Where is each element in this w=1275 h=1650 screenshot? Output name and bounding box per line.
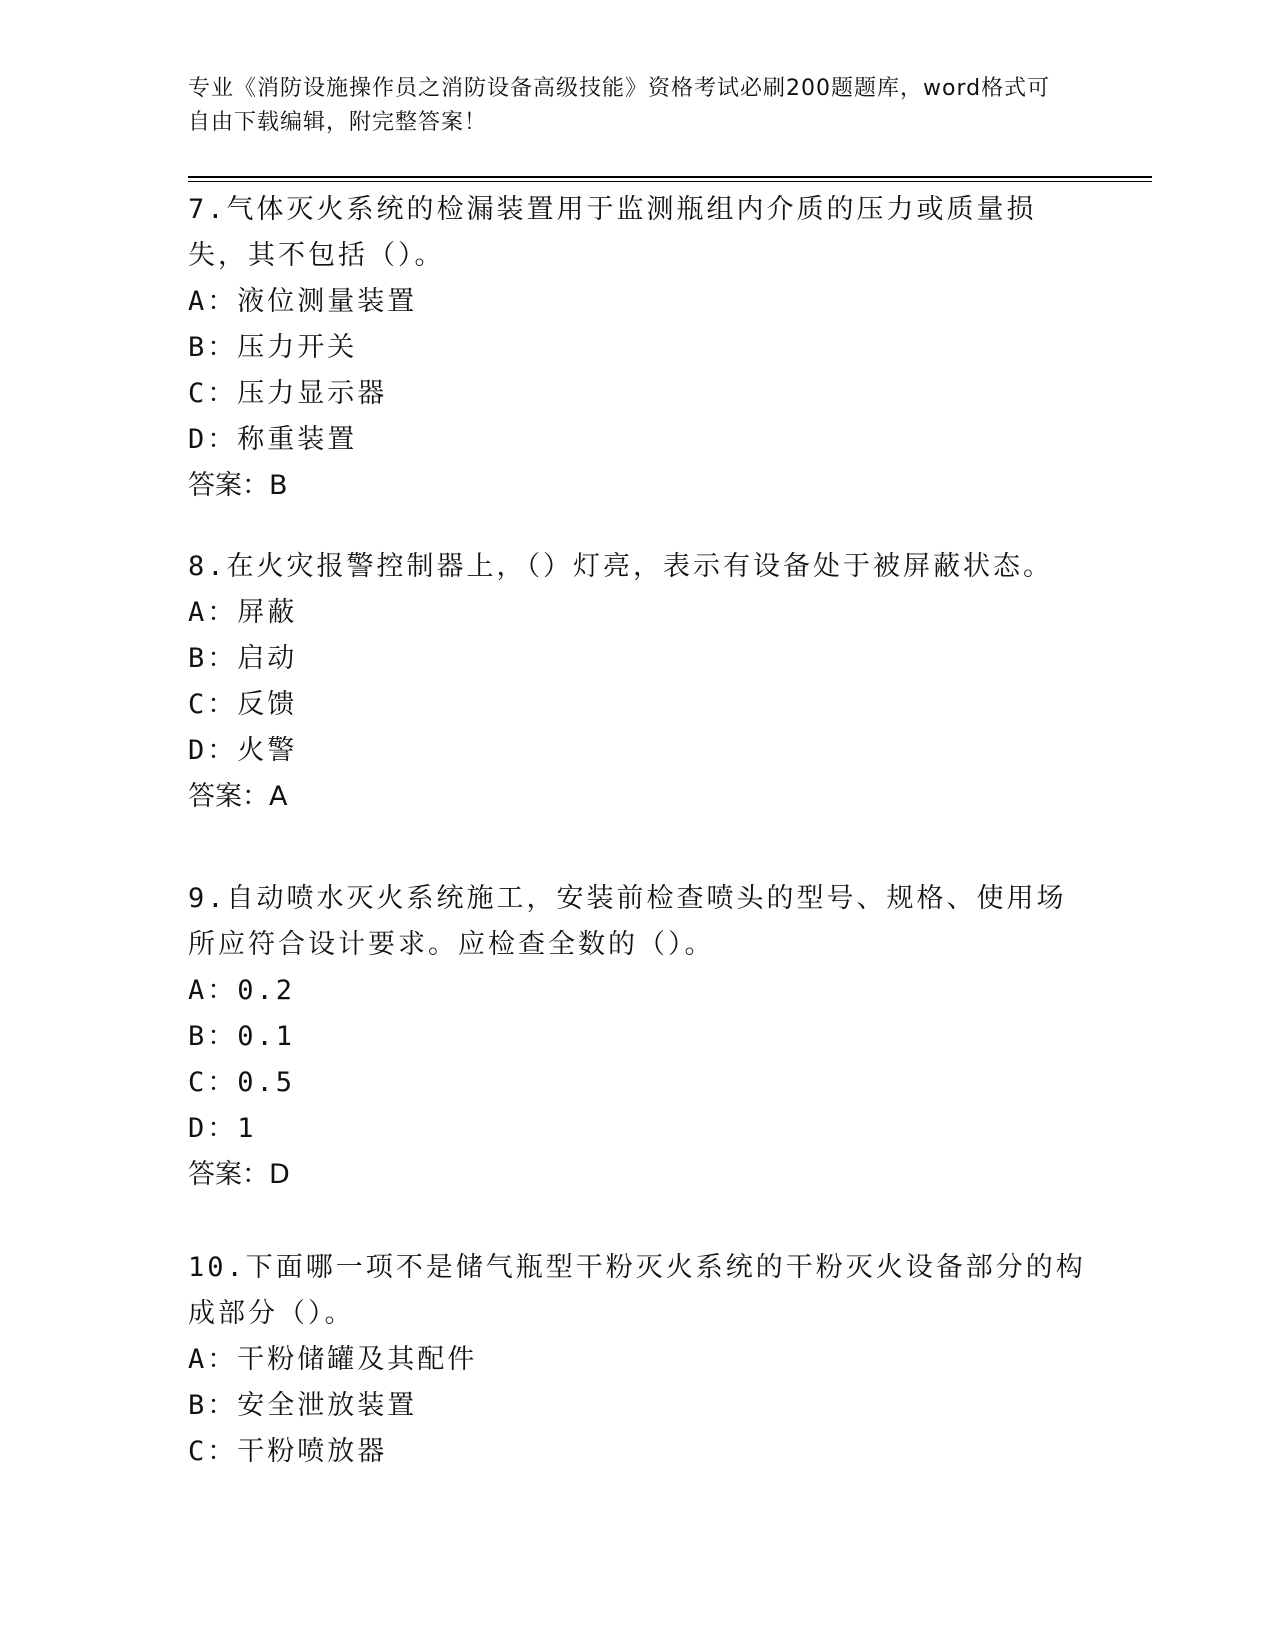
option-d: D：1 [188, 1113, 257, 1144]
option-c: C：反馈 [188, 689, 298, 720]
answer: 答案：A [188, 781, 288, 812]
question-8 [188, 544, 1088, 820]
option-a: A：干粉储罐及其配件 [188, 1344, 478, 1375]
option-d: D：称重装置 [188, 424, 358, 455]
header-divider-thin [188, 181, 1152, 182]
option-b: B：启动 [188, 643, 298, 674]
option-a: A：液位测量装置 [188, 286, 418, 317]
document-header: 专业《消防设施操作员之消防设备高级技能》资格考试必刷200题题库，word格式可自由下载编辑，附完整答案！ [188, 76, 1051, 135]
question-text: 10.下面哪一项不是储气瓶型干粉灭火系统的干粉灭火设备部分的构成部分（）。 [188, 1252, 1086, 1329]
option-b: B：0.1 [188, 1021, 296, 1052]
question-10 [188, 1245, 1088, 1475]
question-9 [188, 876, 1088, 1198]
question-text: 8.在火灾报警控制器上，（）灯亮，表示有设备处于被屏蔽状态。 [188, 551, 1054, 582]
option-a: A：0.2 [188, 975, 296, 1006]
answer: 答案：B [188, 470, 288, 501]
question-text: 9.自动喷水灭火系统施工，安装前检查喷头的型号、规格、使用场所应符合设计要求。应检查全数的（）。 [188, 883, 1067, 960]
option-b: B：压力开关 [188, 332, 358, 363]
header-divider-thick [188, 176, 1152, 178]
option-d: D：火警 [188, 735, 298, 766]
option-b: B：安全泄放装置 [188, 1390, 418, 1421]
option-c: C：压力显示器 [188, 378, 388, 409]
option-c: C：干粉喷放器 [188, 1436, 388, 1467]
question-7 [188, 187, 1088, 509]
option-a: A：屏蔽 [188, 597, 298, 628]
question-text: 7.气体灭火系统的检漏装置用于监测瓶组内介质的压力或质量损失，其不包括（）。 [188, 194, 1037, 271]
option-c: C：0.5 [188, 1067, 296, 1098]
answer: 答案：D [188, 1159, 290, 1190]
